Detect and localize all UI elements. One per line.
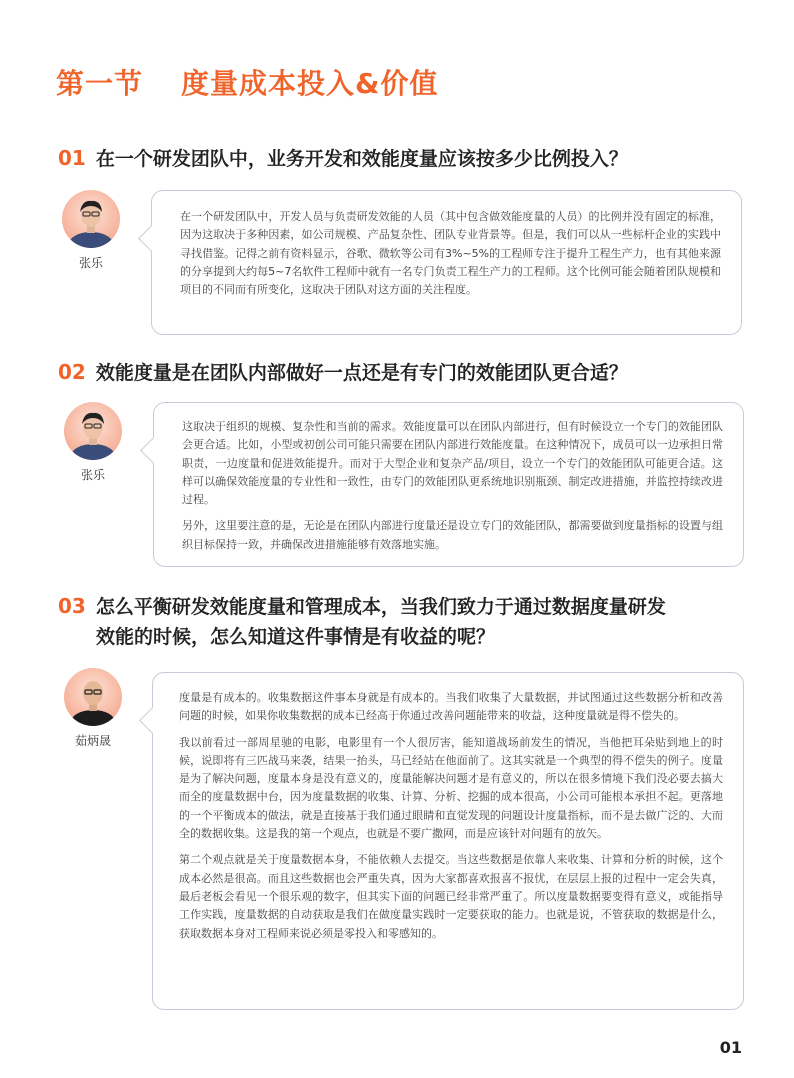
speaker-1 — [56, 190, 126, 271]
bubble-pointer — [138, 225, 165, 252]
section-heading: 度量成本投入&价值 — [181, 67, 439, 100]
question-2 — [58, 357, 758, 388]
answer-3-paragraph-3: 第二个观点就是关于度量数据本身，不能依赖人去提交。当这些数据是依靠人来收集、计算和分析的时候，这个成本必然是很高。而且这些数据也会严重失真，因为大家都喜欢报喜不报忧，在层层上报的过程中一定会失真，最后老板会看见一个很乐观的数字，但其实下面的问题已经非常严重了。所以度量数据要变得有意义，或能指导工作实践，度量数据的自动获取是我们在做度量实践时一定要获取的能力。也就是说，不管获取的数据是什么，获取数据本身对工程师来说必须是零投入和零感知的。 — [179, 853, 723, 940]
speaker-2 — [58, 402, 128, 483]
question-1-text: 在一个研发团队中，业务开发和效能度量应该按多少比例投入？ — [95, 148, 628, 170]
question-1-number: 01 — [58, 146, 86, 170]
question-2-number: 02 — [58, 360, 86, 384]
answer-3-paragraph-2: 我以前看过一部周星驰的电影，电影里有一个人很厉害，能知道战场前发生的情况，当他把耳朵贴到地上的时候，说即将有三匹战马来袭，结果一抬头，马已经站在他面前了。这其实就是一个典型的得不偿失的例子。度量是为了解决问题，度量本身是没有意义的，度量能解决问题才是有意义的，所以在很多情境下我们没必要去搞大而全的度量数据中台，因为度量数据的收集、计算、分析、挖掘的成本很高，小公司可能根本承担不起。更落地的一个平衡成本的做法，就是直接基于我们通过眼睛和直觉发现的问题设计度量指标，而不是去做广泛的、大而全的数据收集。这是我的第一个观点，也就是不要广撒网，而是应该针对问题有的放矢。 — [179, 735, 723, 841]
answer-3-paragraph-1: 度量是有成本的。收集数据这件事本身就是有成本的。当我们收集了大量数据，并试图通过这些数据分析和改善问题的时候，如果你收集数据的成本已经高于你通过改善问题能带来的收益，这种度量就是得不偿失的。 — [179, 691, 723, 723]
question-3-number: 03 — [58, 594, 86, 618]
answer-2-paragraph-2: 另外，这里要注意的是，无论是在团队内部进行度量还是设立专门的效能团队，都需要做到度量指标的设置与组织目标保持一致，并确保改进措施能够有效落地实施。 — [182, 519, 723, 551]
bubble-pointer — [139, 707, 166, 734]
speaker-name: 张乐 — [80, 468, 105, 482]
avatar — [62, 190, 120, 248]
speaker-name: 张乐 — [78, 256, 103, 270]
question-1 — [58, 143, 758, 174]
speaker-3 — [58, 668, 128, 749]
question-3-text-line-1: 怎么平衡研发效能度量和管理成本，当我们致力于通过数据度量研发 — [95, 596, 666, 618]
question-2-text: 效能度量是在团队内部做好一点还是有专门的效能团队更合适？ — [95, 362, 628, 384]
person-icon — [64, 668, 122, 726]
question-3 — [58, 591, 758, 652]
answer-bubble-2 — [153, 402, 744, 567]
person-icon — [64, 402, 122, 460]
section-title — [56, 62, 438, 102]
avatar — [64, 402, 122, 460]
answer-bubble-1 — [151, 190, 742, 335]
avatar — [64, 668, 122, 726]
speaker-name: 茹炳晟 — [74, 734, 111, 748]
question-3-text-line-2: 效能的时候，怎么知道这件事情是有收益的呢？ — [96, 626, 496, 648]
answer-1-paragraph-1: 在一个研发团队中，开发人员与负责研发效能的人员（其中包含做效能度量的人员）的比例并没有固定的标准，因为这取决于多种因素，如公司规模、产品复杂性、团队专业背景等。但是，我们可以从一些标杆企业的实践中寻找借鉴。记得之前有资料显示，谷歌、微软等公司有3%~5%的工程师专注于提升工程生产力，也有其他来源的分享提到大约每5~7名软件工程师中就有一名专门负责工程生产力的工程师。这个比例可能会随着团队规模和项目的不同而有所变化，这取决于团队对这方面的关注程度。 — [180, 210, 721, 297]
person-icon — [62, 190, 120, 248]
answer-bubble-3 — [152, 672, 744, 1010]
page-number: 01 — [719, 1038, 742, 1057]
section-number: 第一节 — [56, 67, 144, 100]
bubble-pointer — [140, 437, 167, 464]
answer-2-paragraph-1: 这取决于组织的规模、复杂性和当前的需求。效能度量可以在团队内部进行，但有时候设立一个专门的效能团队会更合适。比如，小型或初创公司可能只需要在团队内部进行效能度量。在这种情况下，成员可以一边承担日常职责，一边度量和促进效能提升。而对于大型企业和复杂产品/项目，设立一个专门的效能团队可能更合适。这样可以确保效能度量的专业性和一致性，由专门的效能团队更系统地识别瓶颈、制定改进措施，并监控持续改进过程。 — [182, 420, 723, 507]
